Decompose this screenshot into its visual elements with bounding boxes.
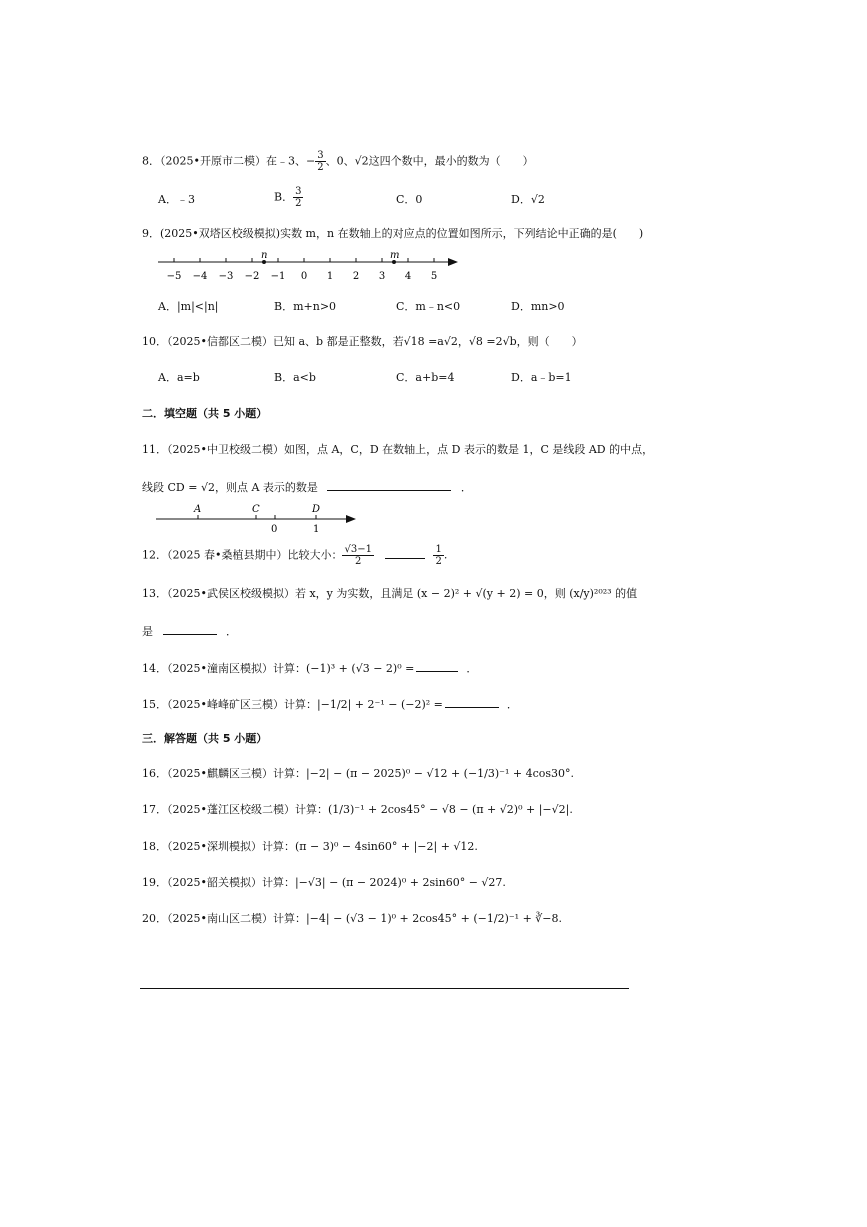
question-9-option-a[interactable]: A．|m|<|n|: [158, 300, 219, 313]
question-12: [142, 544, 447, 567]
question-20: 20．（2025•南山区二模）计算：|−4| − (√3 − 1)⁰ + 2cos45° + (−1/2)⁻¹ + ∛−8.: [142, 912, 563, 925]
answer-blank-13[interactable]: [163, 622, 217, 635]
tick-label: −4: [192, 271, 208, 282]
tick-label: −3: [218, 271, 234, 282]
fraction-denominator: 2: [317, 162, 324, 173]
question-13-end: ．: [226, 625, 237, 638]
question-10-option-c[interactable]: C．a+b=4: [396, 371, 455, 384]
question-17: 17．（2025•蓬江区校级二模）计算：(1/3)⁻¹ + 2cos45° − √8 − (π + √2)⁰ + |−√2|.: [142, 803, 573, 816]
question-11-line1: 11．（2025•中卫校级二模）如图，点 A，C，D 在数轴上，点 D 表示的数是 1，C 是线段 AD 的中点，: [142, 443, 654, 456]
fraction-numerator: 3: [295, 186, 302, 197]
tick-label-1: 1: [313, 524, 320, 535]
answer-blank-14[interactable]: [416, 659, 458, 672]
neg-sign: −: [305, 154, 316, 168]
number-line-9: [150, 247, 470, 283]
tick-label: −1: [270, 271, 286, 282]
number-line-11: [150, 500, 365, 536]
tick-label: 0: [300, 271, 308, 282]
fraction-numerator: 3: [317, 150, 324, 161]
tick-label: −2: [244, 271, 260, 282]
question-15: [142, 695, 518, 712]
answer-blank-15[interactable]: [445, 695, 499, 708]
question-15-end: ．: [506, 698, 518, 711]
tick-label: 4: [404, 271, 412, 282]
arrow-head: [448, 258, 458, 266]
question-15-text: 15．（2025•峰峰矿区三模）计算：|−1/2| + 2⁻¹ − (−2)² =: [142, 698, 443, 711]
question-8-suffix: 、0、√2这四个数中，最小的数为（ ）: [325, 154, 534, 168]
tick-label: 2: [352, 271, 360, 282]
question-11-line2: [142, 478, 472, 495]
question-11-end: ．: [460, 481, 472, 494]
question-13-line1: 13．（2025•武侯区校级模拟）若 x，y 为实数，且满足 (x − 2)² + √(y + 2) = 0，则 (x/y)²⁰²³ 的值: [142, 587, 638, 600]
question-8-fraction: [315, 150, 325, 173]
question-12-fraction-1: [342, 544, 373, 567]
question-13-text: 是: [142, 625, 153, 638]
answer-blank-11[interactable]: [327, 478, 451, 491]
fraction-denominator: 2: [355, 556, 362, 567]
question-8-option-c[interactable]: C．0: [396, 193, 423, 206]
question-14-end: ．: [466, 662, 478, 675]
option-b-fraction: [293, 186, 303, 209]
fraction-denominator: 2: [295, 198, 302, 209]
question-19: 19．（2025•韶关模拟）计算：|−√3| − (π − 2024)⁰ + 2sin60° − √27.: [142, 876, 506, 889]
question-14: [142, 659, 477, 676]
question-8: [142, 150, 534, 173]
fraction-numerator: 1: [435, 544, 442, 555]
question-14-text: 14．（2025•潼南区模拟）计算：(−1)³ + (√3 − 2)⁰ =: [142, 662, 415, 675]
question-8-option-d[interactable]: D．√2: [511, 193, 545, 206]
question-12-end: .: [443, 548, 448, 562]
fraction-denominator: 2: [435, 556, 442, 567]
question-10-option-d[interactable]: D．a﹣b=1: [511, 371, 572, 384]
question-12-fraction-2: [433, 544, 443, 567]
footer-divider: [140, 988, 629, 989]
tick-label: 1: [326, 271, 334, 282]
question-10: 10．（2025•信都区二模）已知 a、b 都是正整数，若√18 =a√2，√8 =2√b，则（ ）: [142, 335, 583, 348]
fraction-numerator: √3−1: [344, 544, 372, 555]
section-solve-heading: 三．解答题（共 5 小题）: [142, 732, 268, 745]
label-n: n: [261, 250, 268, 261]
question-9: 9．(2025•双塔区校级模拟)实数 m，n 在数轴上的对应点的位置如图所示，下列结论中正确的是( ): [142, 227, 644, 240]
question-11-text: 线段 CD = √2，则点 A 表示的数是: [142, 481, 318, 494]
section-fill-heading: 二．填空题（共 5 小题）: [142, 407, 268, 420]
label-m: m: [390, 250, 400, 261]
question-16: 16．（2025•麒麟区三模）计算：|−2| − (π − 2025)⁰ − √12 + (−1/3)⁻¹ + 4cos30°.: [142, 767, 575, 780]
option-label: B．: [274, 190, 294, 204]
label-a: A: [194, 504, 202, 515]
question-10-option-b[interactable]: B．a<b: [274, 371, 316, 384]
label-c: C: [252, 504, 260, 515]
question-8-option-a[interactable]: A．﹣3: [158, 193, 195, 206]
tick-label: 3: [378, 271, 386, 282]
question-13-line2: [142, 622, 237, 639]
arrow-head: [346, 515, 356, 523]
question-9-option-c[interactable]: C．m﹣n<0: [396, 300, 461, 313]
question-8-option-b[interactable]: [274, 186, 303, 209]
tick-label-0: 0: [271, 524, 278, 535]
tick-label: 5: [430, 271, 438, 282]
question-9-option-b[interactable]: B．m+n>0: [274, 300, 337, 313]
answer-blank-12[interactable]: [385, 546, 425, 559]
tick-label: −5: [166, 271, 182, 282]
question-18: 18．（2025•深圳模拟）计算：(π − 3)⁰ − 4sin60° + |−2| + √12.: [142, 840, 478, 853]
question-9-option-d[interactable]: D．mn>0: [511, 300, 565, 313]
question-12-text: 12．（2025 春•桑植县期中）比较大小：: [142, 548, 343, 562]
question-10-option-a[interactable]: A．a=b: [158, 371, 200, 384]
question-8-prefix: 8．（2025•开原市二模）在﹣3、: [142, 154, 306, 168]
label-d: D: [312, 504, 321, 515]
